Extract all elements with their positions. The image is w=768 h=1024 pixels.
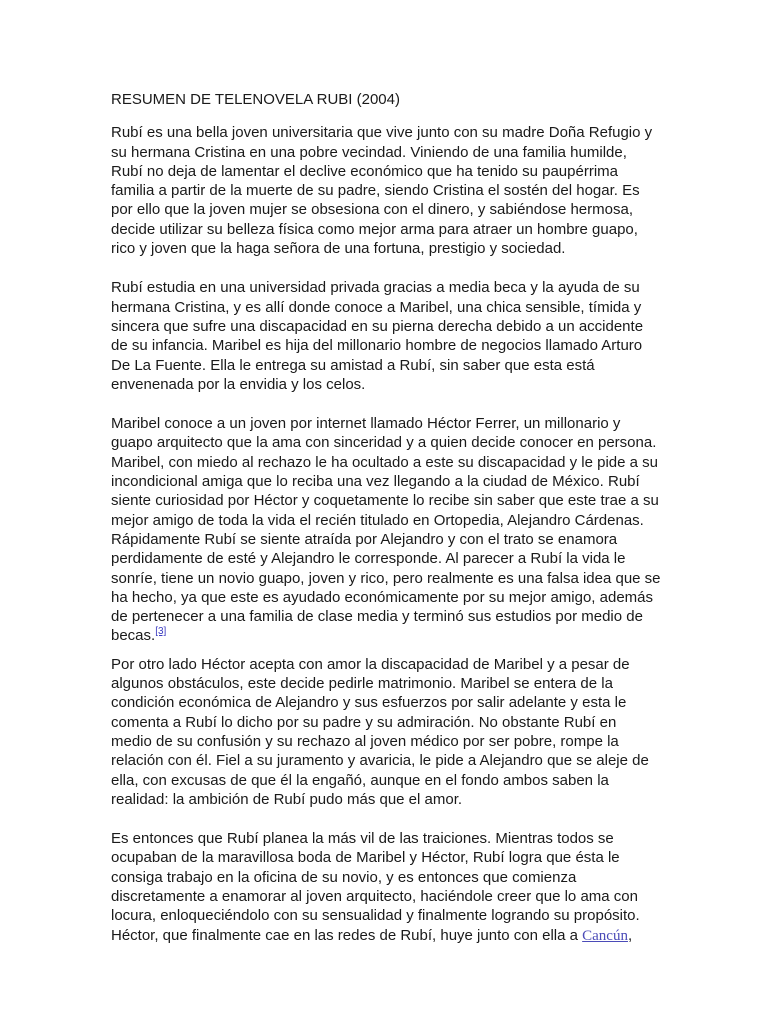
document-page — [111, 90, 661, 966]
paragraph-3-text: Maribel conoce a un joven por internet llamado Héctor Ferrer, un millonario y guapo arquitecto que la ama con sinceridad y a quien decide conocer en persona. Maribel, con miedo al rechazo le ha ocultado a este su discapacidad y le pide a su incondicional amiga que lo reciba una vez llegando a la ciudad de México. Rubí siente curiosidad por Héctor y coquetamente lo recibe sin saber que este trae a su mejor amigo de toda la vida el recién titulado en Ortopedia, Alejandro Cárdenas. Rápidamente Rubí se siente atraída por Alejandro y con el trato se enamora perdidamente de esté y Alejandro le corresponde. Al parecer a Rubí la vida le sonríe, tiene un novio guapo, joven y rico, pero realmente es una falsa idea que se ha hecho, ya que este es ayudado económicamente por su mejor amigo, además de pertenecer a una familia de clase media y terminó sus estudios por medio de becas. — [111, 415, 661, 645]
paragraph-4: Por otro lado Héctor acepta con amor la discapacidad de Maribel y a pesar de algunos obstáculos, este decide pedirle matrimonio. Maribel se entera de la condición económica de Alejandro y sus esfuerzos por salir adelante y esta le comenta a Rubí lo dicho por su padre y su admiración. No obstante Rubí en medio de su confusión y su rechazo al joven médico por ser pobre, rompe la relación con él. Fiel a su juramento y avaricia, le pide a Alejandro que se aleje de ella, con excusas de que él la engañó, aunque en el fondo ambos saben la realidad: la ambición de Rubí pudo más que el amor. — [111, 655, 649, 808]
paragraph-2: Rubí estudia en una universidad privada gracias a media beca y la ayuda de su hermana Cristina, y es allí donde conoce a Maribel, una chica sensible, tímida y sincera que sufre una discapacidad en su pierna derecha debido a un accidente de su infancia. Maribel es hija del millonario hombre de negocios llamado Arturo De La Fuente. Ella le entrega su amistad a Rubí, sin saber que esta está envenenada por la envidia y los celos. — [111, 279, 644, 393]
paragraph-1: Rubí es una bella joven universitaria que vive junto con su madre Doña Refugio y su hermana Cristina en una pobre vecindad. Viniendo de una familia humilde, Rubí no deja de lamentar el declive económico que ha tenido su paupérrima familia a partir de la muerte de su padre, siendo Cristina el sostén del hogar. Es por ello que la joven mujer se obsesiona con el dinero, y sabiéndose hermosa, decide utilizar su belleza física como mejor arma para atraer un hombre guapo, rico y joven que la haga señora de una fortuna, prestigio y sociedad. — [111, 124, 653, 258]
paragraph-3 — [111, 414, 661, 646]
cancun-link[interactable]: Cancún — [582, 927, 628, 944]
footnote-reference-link[interactable]: [3] — [155, 626, 167, 638]
document-title: RESUMEN DE TELENOVELA RUBI (2004) — [111, 91, 400, 108]
paragraph-5-tail: , — [627, 926, 633, 944]
paragraph-5 — [111, 829, 661, 946]
paragraph-5-text: Es entonces que Rubí planea la más vil de las traiciones. Mientras todos se ocupaban de la maravillosa boda de Maribel y Héctor, Rubí logra que ésta le consiga trabajo en la oficina de su novio, y es entonces que comienza discretamente a enamorar al joven arquitecto, haciéndole creer que lo ama con locura, enloqueciéndolo con su sensualidad y finalmente logrando su propósito. Héctor, que finalmente cae en las redes de Rubí, huye junto con ella a — [111, 830, 640, 944]
